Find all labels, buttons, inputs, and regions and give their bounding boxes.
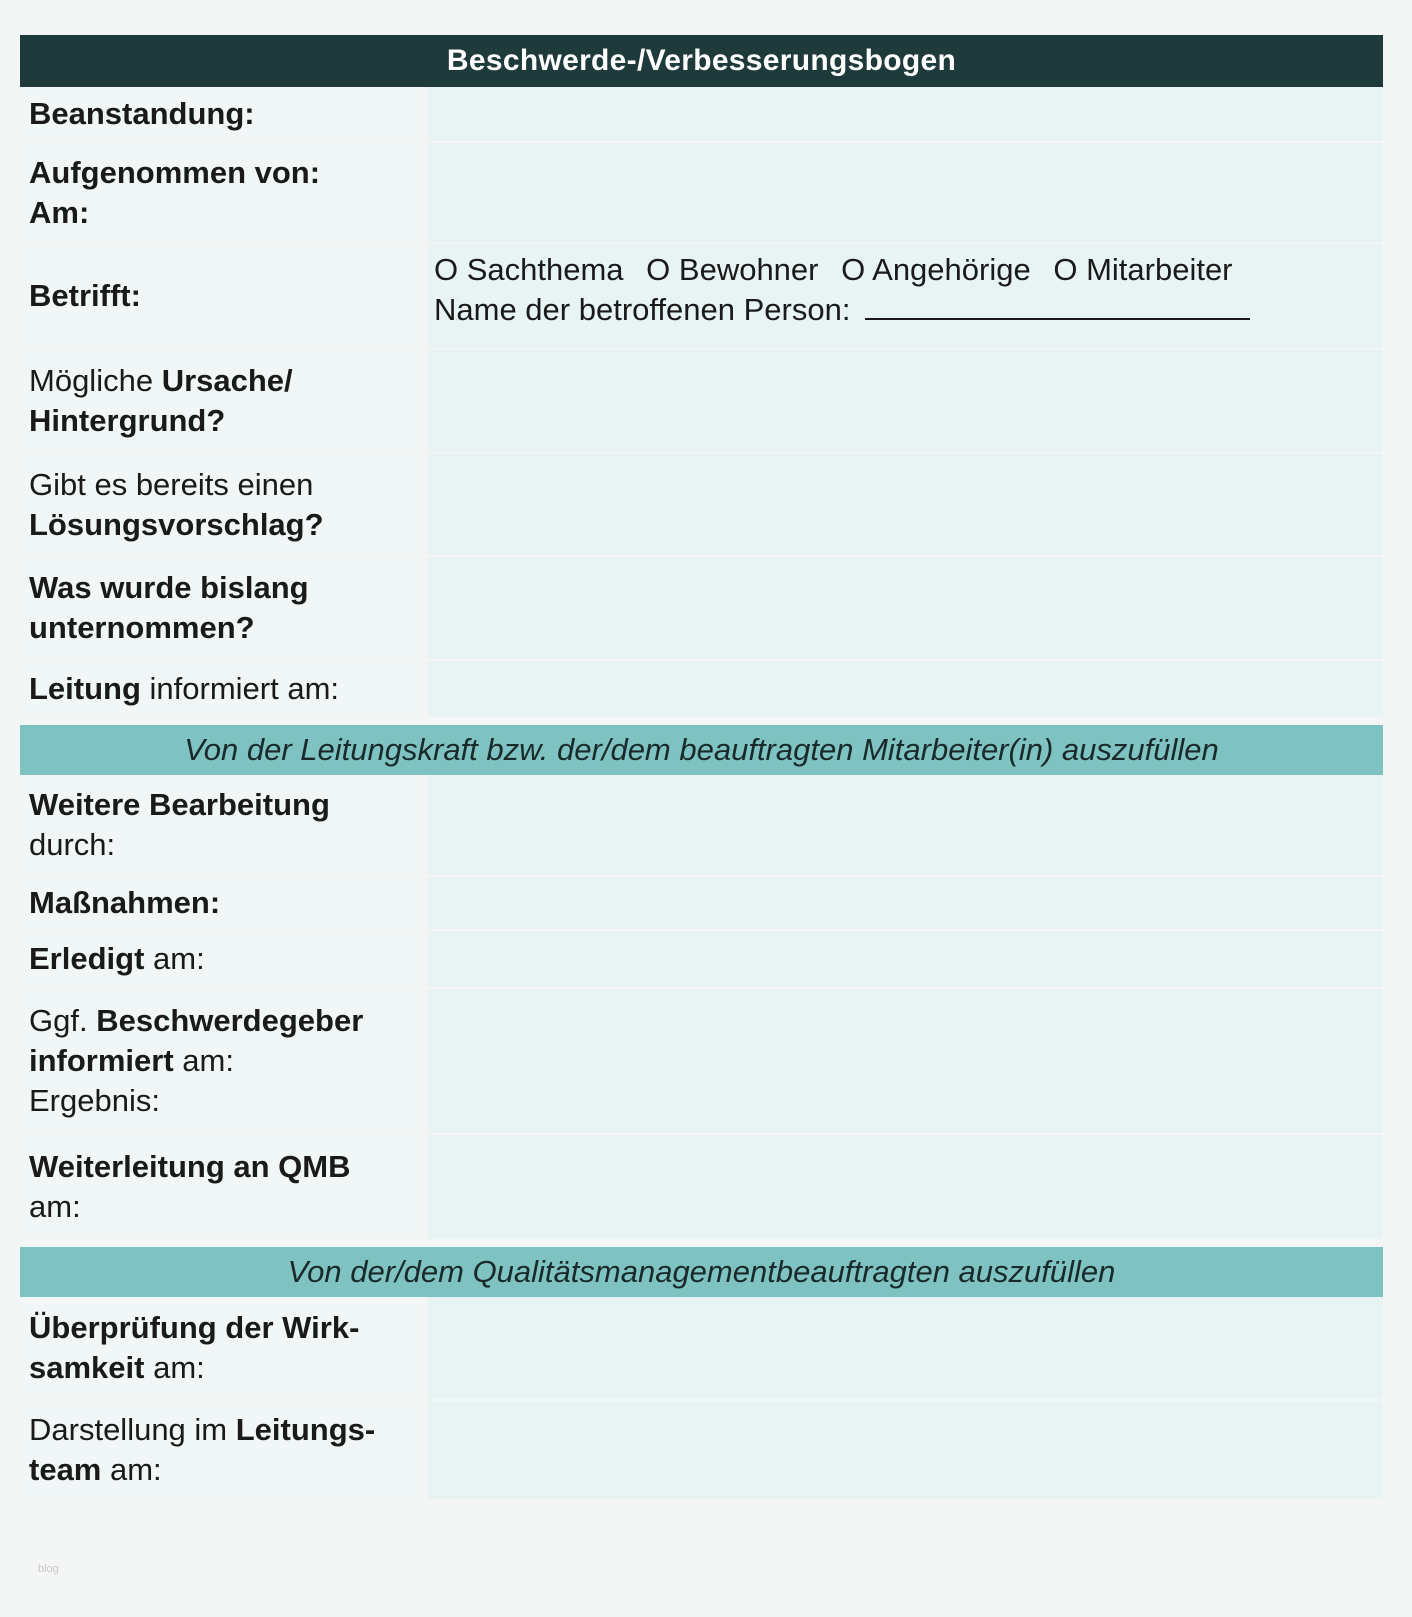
label-aufgenommen xyxy=(20,143,420,244)
label-ursache-prefix: Mögliche xyxy=(29,363,162,398)
label-informiert-am: am: xyxy=(173,1043,234,1078)
label-weitere-line1: Weitere Bearbeitung xyxy=(29,787,330,822)
label-darst-bold: Leitungs- xyxy=(235,1412,376,1447)
row-ursache xyxy=(20,350,1383,454)
section-leitungskraft: Von der Leitungskraft bzw. der/dem beauftragten Mitarbeiter(in) auszufüllen xyxy=(20,725,1383,775)
row-betrifft xyxy=(20,244,1383,350)
field-ursache[interactable] xyxy=(428,350,1383,454)
label-erledigt xyxy=(20,931,420,989)
label-wirk-am: am: xyxy=(144,1350,205,1385)
option-bewohner[interactable]: O Bewohner xyxy=(646,252,819,287)
label-unternommen-line2: unternommen? xyxy=(29,610,255,645)
label-unternommen xyxy=(20,557,420,661)
label-erledigt-rest: am: xyxy=(144,941,205,976)
section-qmb: Von der/dem Qualitätsmanagementbeauftragten auszufüllen xyxy=(20,1247,1383,1297)
field-betrifft xyxy=(428,244,1383,350)
label-darstellung xyxy=(20,1401,420,1501)
label-beanstandung xyxy=(20,87,420,143)
row-massnahmen xyxy=(20,877,1383,931)
field-aufgenommen[interactable] xyxy=(428,143,1383,244)
label-leitung xyxy=(20,661,420,719)
label-weitere xyxy=(20,775,420,877)
label-wirksamkeit xyxy=(20,1297,420,1401)
option-mitarbeiter[interactable]: O Mitarbeiter xyxy=(1053,252,1233,287)
label-massnahmen-text: Maßnahmen: xyxy=(29,885,221,920)
label-loesung-line1: Gibt es bereits einen xyxy=(29,466,314,502)
watermark: blog xyxy=(38,1563,59,1575)
row-erledigt xyxy=(20,931,1383,989)
label-qmb-line2: am: xyxy=(29,1189,81,1224)
label-ursache xyxy=(20,350,420,454)
betrifft-options xyxy=(434,250,1383,290)
label-betrifft-text: Betrifft: xyxy=(29,278,141,313)
label-aufgenommen-von: Aufgenommen von: xyxy=(29,154,321,190)
row-wirksamkeit xyxy=(20,1297,1383,1401)
row-weitere-bearbeitung xyxy=(20,775,1383,877)
betroffene-person-input[interactable] xyxy=(865,290,1250,320)
row-loesung xyxy=(20,454,1383,557)
field-beanstandung[interactable] xyxy=(428,87,1383,143)
betroffene-person-label: Name der betroffenen Person: xyxy=(434,292,851,327)
label-leitung-rest: informiert am: xyxy=(140,671,340,706)
option-sachthema[interactable]: O Sachthema xyxy=(434,252,624,287)
row-beschwerdegeber xyxy=(20,989,1383,1135)
field-unternommen[interactable] xyxy=(428,557,1383,661)
field-beschwerdegeber[interactable] xyxy=(428,989,1383,1135)
label-team-am: am: xyxy=(101,1452,162,1487)
label-unternommen-line1: Was wurde bislang xyxy=(29,570,309,605)
row-darstellung xyxy=(20,1401,1383,1501)
label-darst-prefix: Darstellung im xyxy=(29,1412,236,1447)
field-wirksamkeit[interactable] xyxy=(428,1297,1383,1401)
label-ggf: Ggf. xyxy=(29,1003,97,1038)
field-loesung[interactable] xyxy=(428,454,1383,557)
label-beschwerdegeber-bold: Beschwerdegeber xyxy=(96,1003,364,1038)
label-qmb xyxy=(20,1135,420,1241)
label-wirk-bold: samkeit xyxy=(29,1350,145,1385)
label-am: Am: xyxy=(29,194,90,230)
field-erledigt[interactable] xyxy=(428,931,1383,989)
row-beanstandung xyxy=(20,87,1383,143)
betroffene-person-row xyxy=(434,290,1383,330)
option-angehoerige[interactable]: O Angehörige xyxy=(841,252,1031,287)
field-massnahmen[interactable] xyxy=(428,877,1383,931)
label-loesung xyxy=(20,454,420,557)
complaint-form xyxy=(20,35,1383,1501)
row-unternommen xyxy=(20,557,1383,661)
row-weiterleitung-qmb xyxy=(20,1135,1383,1241)
label-beanstandung-text: Beanstandung: xyxy=(29,96,255,131)
label-weitere-line2: durch: xyxy=(29,827,116,862)
label-ursache-bold: Ursache/ xyxy=(161,363,293,398)
label-erledigt-bold: Erledigt xyxy=(29,941,145,976)
form-title: Beschwerde-/Verbesserungsbogen xyxy=(20,35,1383,87)
label-betrifft xyxy=(20,244,420,350)
label-informiert-bold: informiert xyxy=(29,1043,174,1078)
label-hintergrund: Hintergrund? xyxy=(29,403,226,438)
label-ergebnis: Ergebnis: xyxy=(29,1083,160,1118)
field-weiterleitung-qmb[interactable] xyxy=(428,1135,1383,1241)
field-leitung-informiert[interactable] xyxy=(428,661,1383,719)
label-beschwerdegeber xyxy=(20,989,420,1135)
label-team-bold: team xyxy=(29,1452,102,1487)
label-massnahmen xyxy=(20,877,420,931)
field-darstellung[interactable] xyxy=(428,1401,1383,1501)
label-leitung-bold: Leitung xyxy=(29,671,141,706)
label-wirk-line1: Überprüfung der Wirk- xyxy=(29,1310,360,1345)
label-loesung-line2: Lösungsvorschlag? xyxy=(29,506,324,542)
field-weitere-bearbeitung[interactable] xyxy=(428,775,1383,877)
label-qmb-line1: Weiterleitung an QMB xyxy=(29,1149,351,1184)
row-aufgenommen xyxy=(20,143,1383,244)
row-leitung-informiert xyxy=(20,661,1383,719)
